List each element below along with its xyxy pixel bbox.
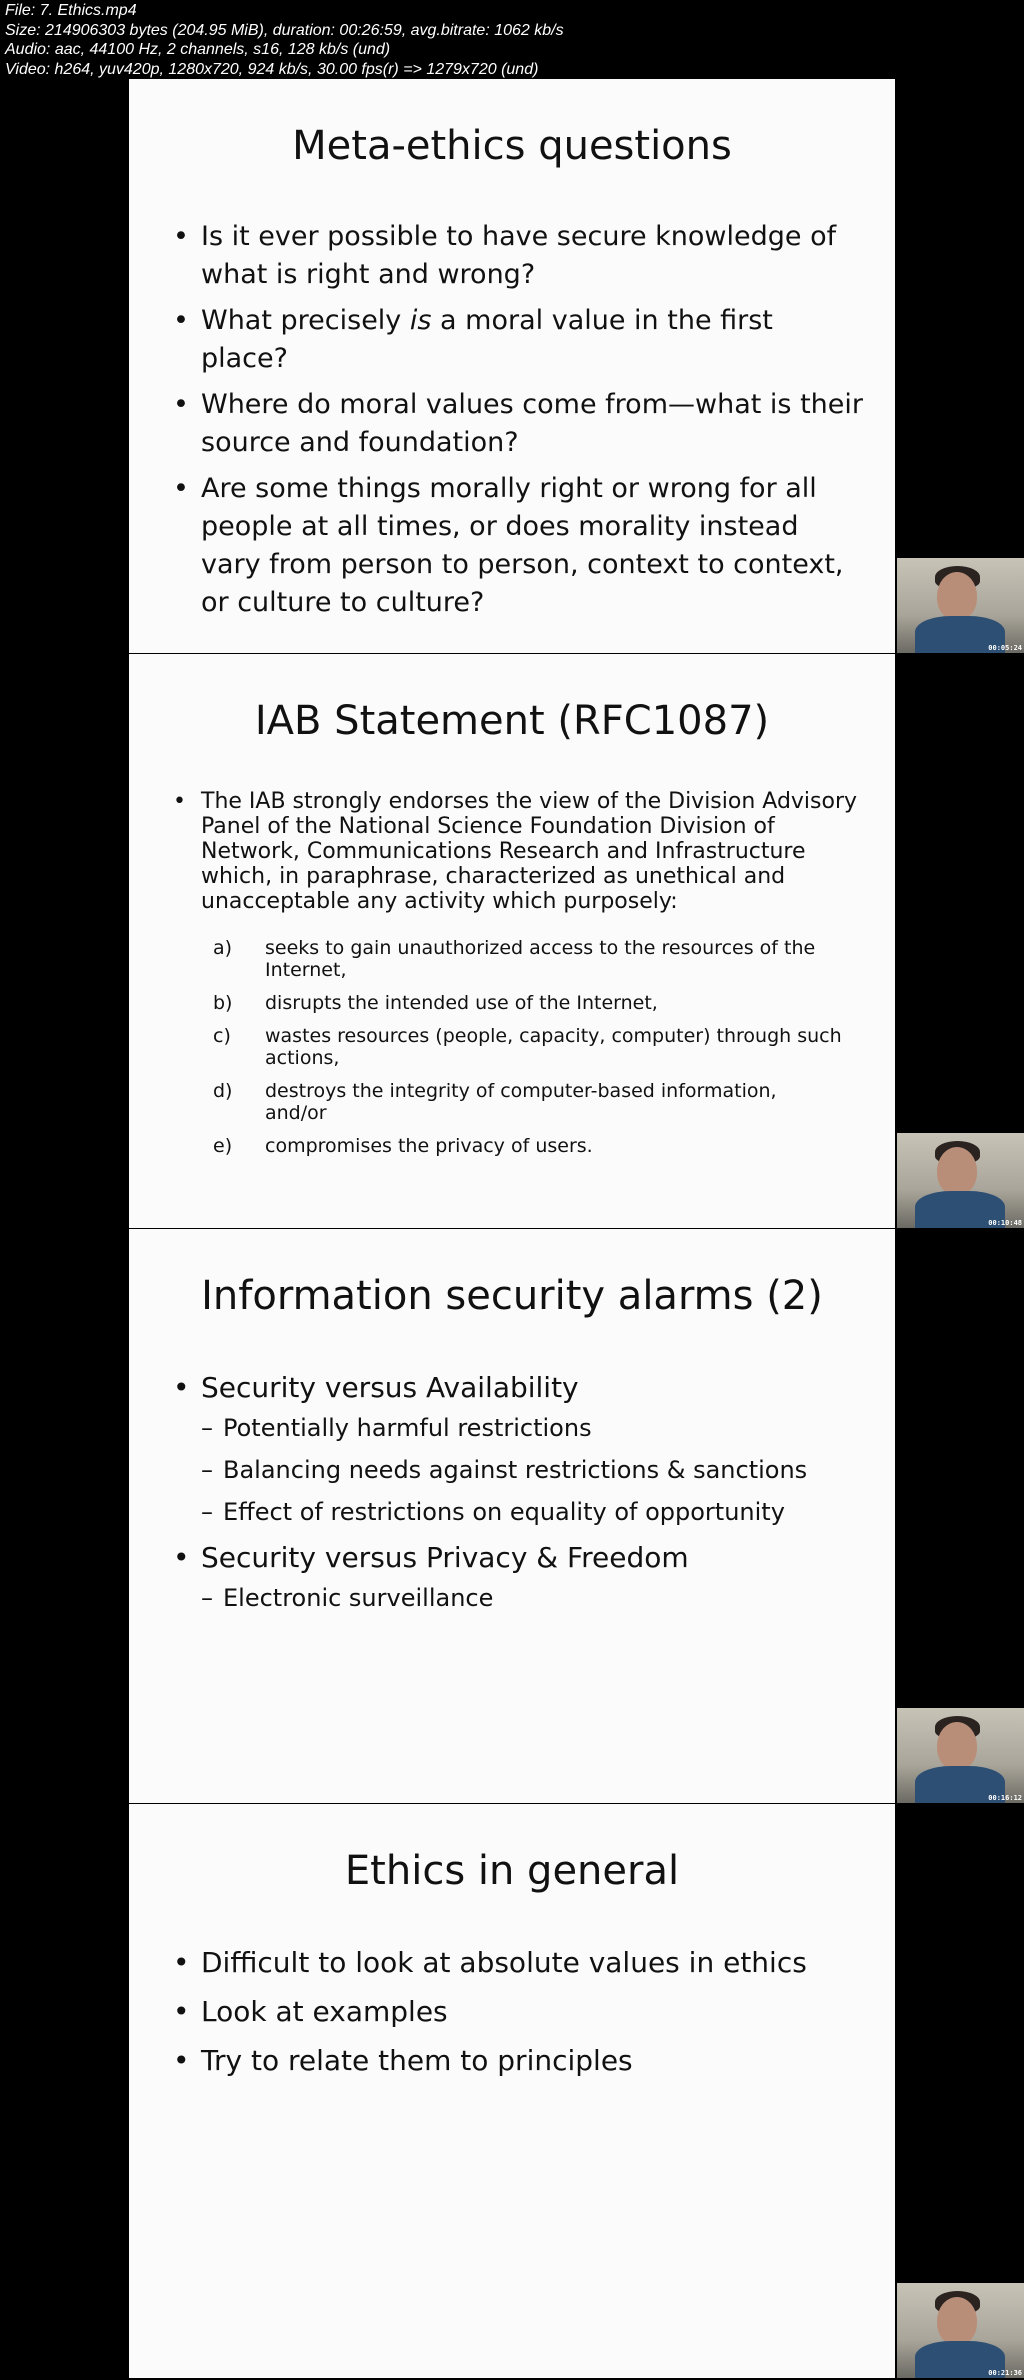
sub-list [201, 1577, 873, 1619]
item-text: wastes resources (people, capacity, computer) through such actions, [265, 1025, 842, 1069]
list-item [213, 1025, 843, 1069]
bullet-text: a moral value in the first place? [201, 305, 773, 374]
webcam-overlay [897, 558, 1024, 653]
bullet-list [173, 1369, 873, 1619]
video-frame-1 [0, 79, 1024, 654]
bullet-list [173, 218, 863, 622]
webcam-overlay [897, 1708, 1024, 1803]
timestamp: 00:05:24 [988, 644, 1022, 652]
bullet-text: The IAB strongly endorses the view of the Division Advisory Panel of the National Science Foundation Division of Network, Communications Research and Infrastructure which, in paraphrase, characterized as unethical and unacceptable any activity which purposely: [201, 789, 858, 914]
timestamp: 00:10:48 [988, 1219, 1022, 1227]
slide-title: Meta-ethics questions [292, 123, 732, 169]
bullet-text: Security versus Privacy & Freedom [201, 1541, 689, 1574]
list-item [213, 937, 843, 981]
webcam-overlay [897, 1133, 1024, 1228]
item-letter: a) [213, 937, 233, 959]
item-letter: b) [213, 992, 233, 1014]
video-frame-2 [0, 654, 1024, 1229]
bullet-emphasis: is [409, 305, 432, 336]
sub-list [201, 1407, 873, 1533]
slide-title: Information security alarms (2) [201, 1273, 823, 1319]
bullet-item [173, 1539, 873, 1619]
audio-info-line: Audio: aac, 44100 Hz, 2 channels, s16, 128 kb/s (und) [5, 41, 391, 58]
item-letter: e) [213, 1135, 233, 1157]
video-frame-3 [0, 1229, 1024, 1804]
list-item [213, 992, 843, 1014]
bullet-item: • Where do moral values come from—what is their source and foundation? [173, 386, 863, 462]
bullet-item [173, 789, 863, 914]
sub-item: – Balancing needs against restrictions & sanctions [201, 1449, 873, 1491]
video-frame-4 [0, 1804, 1024, 2379]
lettered-list [213, 937, 843, 1168]
slide-title: IAB Statement (RFC1087) [254, 698, 770, 744]
slide-meta-ethics [129, 79, 895, 653]
bullet-item: • Is it ever possible to have secure knowledge of what is right and wrong? [173, 218, 863, 294]
item-text: seeks to gain unauthorized access to the resources of the Internet, [265, 937, 816, 981]
item-letter: c) [213, 1025, 231, 1047]
bullet-text: What precisely [201, 305, 410, 336]
sub-item: – Potentially harmful restrictions [201, 1407, 873, 1449]
bullet-item: • Are some things morally right or wrong for all people at all times, or does morality instead vary from person to person, context to context, or culture to culture? [173, 470, 863, 622]
timestamp: 00:16:12 [988, 1794, 1022, 1802]
item-text: compromises the privacy of users. [265, 1135, 593, 1157]
bullet-item: • Difficult to look at absolute values in ethics [173, 1944, 873, 1982]
item-text: disrupts the intended use of the Internet, [265, 992, 658, 1014]
webcam-overlay [897, 2283, 1024, 2378]
slide-ethics-general [129, 1804, 895, 2378]
item-letter: d) [213, 1080, 233, 1102]
file-size-line: Size: 214906303 bytes (204.95 MiB), duration: 00:26:59, avg.bitrate: 1062 kb/s [5, 21, 564, 39]
slide-security-alarms [129, 1229, 895, 1803]
bullet-list [173, 1944, 873, 2080]
file-name-line: File: 7. Ethics.mp4 [5, 2, 137, 19]
bullet-item [173, 1369, 873, 1533]
list-item [213, 1135, 843, 1157]
bullet-item [173, 302, 863, 378]
list-item [213, 1080, 843, 1124]
timestamp: 00:21:36 [988, 2369, 1022, 2377]
item-text: destroys the integrity of computer-based information, and/or [265, 1080, 777, 1124]
bullet-text: Security versus Availability [201, 1371, 579, 1404]
bullet-list [173, 789, 863, 914]
video-info-header [0, 0, 1024, 78]
slide-title: Ethics in general [344, 1848, 680, 1894]
sub-item: – Effect of restrictions on equality of opportunity [201, 1491, 873, 1533]
slide-iab-statement [129, 654, 895, 1228]
sub-item: – Electronic surveillance [201, 1577, 873, 1619]
bullet-item: • Look at examples [173, 1993, 873, 2031]
video-info-line: Video: h264, yuv420p, 1280x720, 924 kb/s, 30.00 fps(r) => 1279x720 (und) [5, 60, 539, 78]
bullet-item: • Try to relate them to principles [173, 2042, 873, 2080]
